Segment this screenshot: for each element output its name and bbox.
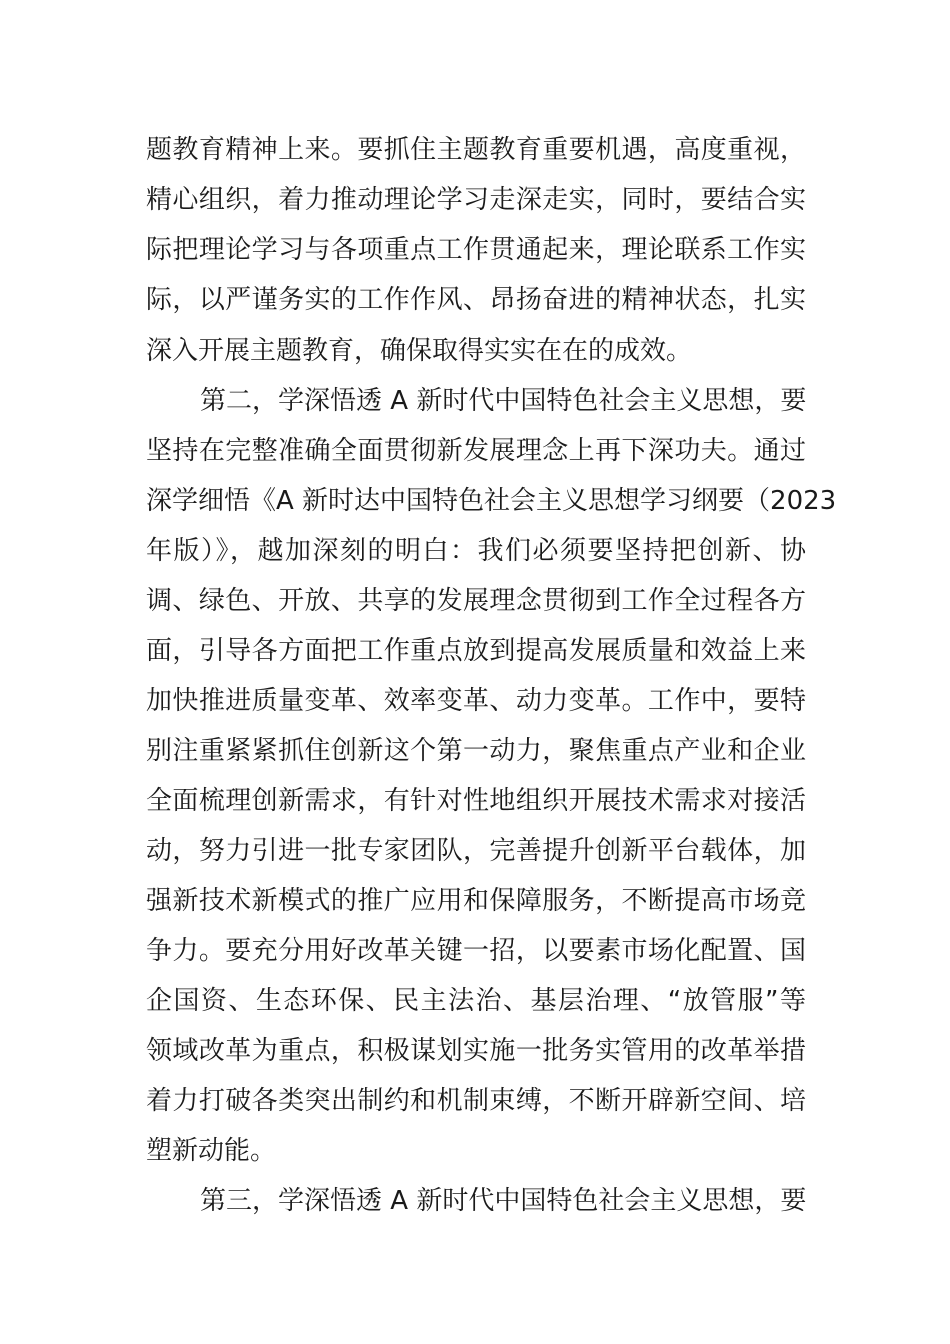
- body-text-line: 深入开展主题教育，确保取得实实在在的成效。: [146, 336, 693, 366]
- body-text-line: 塑新动能。: [146, 1136, 277, 1166]
- body-text-line: 别注重紧紧抓住创新这个第一动力，聚焦重点产业和企业: [146, 736, 806, 766]
- body-text-line: 深学细悟《A 新时达中国特色社会主义思想学习纲要（2023: [146, 486, 837, 516]
- body-text-line: 领域改革为重点，积极谋划实施一批务实管用的改革举措: [146, 1036, 806, 1066]
- body-text-line: 动，努力引进一批专家团队，完善提升创新平台载体，加: [146, 836, 806, 866]
- body-text-line: 企国资、生态环保、民主法治、基层治理、“放管服”等: [146, 986, 806, 1016]
- body-text-line: 坚持在完整准确全面贯彻新发展理念上再下深功夫。通过: [146, 436, 806, 466]
- body-text-line: 际，以严谨务实的工作作风、昂扬奋进的精神状态，扎实: [146, 285, 806, 315]
- body-text-line: 际把理论学习与各项重点工作贯通起来，理论联系工作实: [146, 235, 806, 265]
- body-text-line: 年版）》，越加深刻的明白：我们必须要坚持把创新、协: [146, 536, 806, 566]
- body-text-line: 调、绿色、开放、共享的发展理念贯彻到工作全过程各方: [146, 586, 806, 616]
- body-text-line: 着力打破各类突出制约和机制束缚，不断开辟新空间、培: [146, 1086, 806, 1116]
- body-text-line: 面，引导各方面把工作重点放到提高发展质量和效益上来: [146, 636, 806, 666]
- body-text-line: 全面梳理创新需求，有针对性地组织开展技术需求对接活: [146, 786, 806, 816]
- paragraph-heading-line: 第三，学深悟透 A 新时代中国特色社会主义思想，要: [200, 1186, 807, 1216]
- body-text-line: 争力。要充分用好改革关键一招，以要素市场化配置、国: [146, 936, 806, 966]
- body-text-line: 题教育精神上来。要抓住主题教育重要机遇，高度重视，: [146, 135, 806, 165]
- body-text-line: 强新技术新模式的推广应用和保障服务，不断提高市场竞: [146, 886, 806, 916]
- body-text-line: 精心组织，着力推动理论学习走深走实，同时，要结合实: [146, 185, 806, 215]
- body-text-line: 加快推进质量变革、效率变革、动力变革。工作中，要特: [146, 686, 806, 716]
- paragraph-heading-line: 第二，学深悟透 A 新时代中国特色社会主义思想，要: [200, 386, 807, 416]
